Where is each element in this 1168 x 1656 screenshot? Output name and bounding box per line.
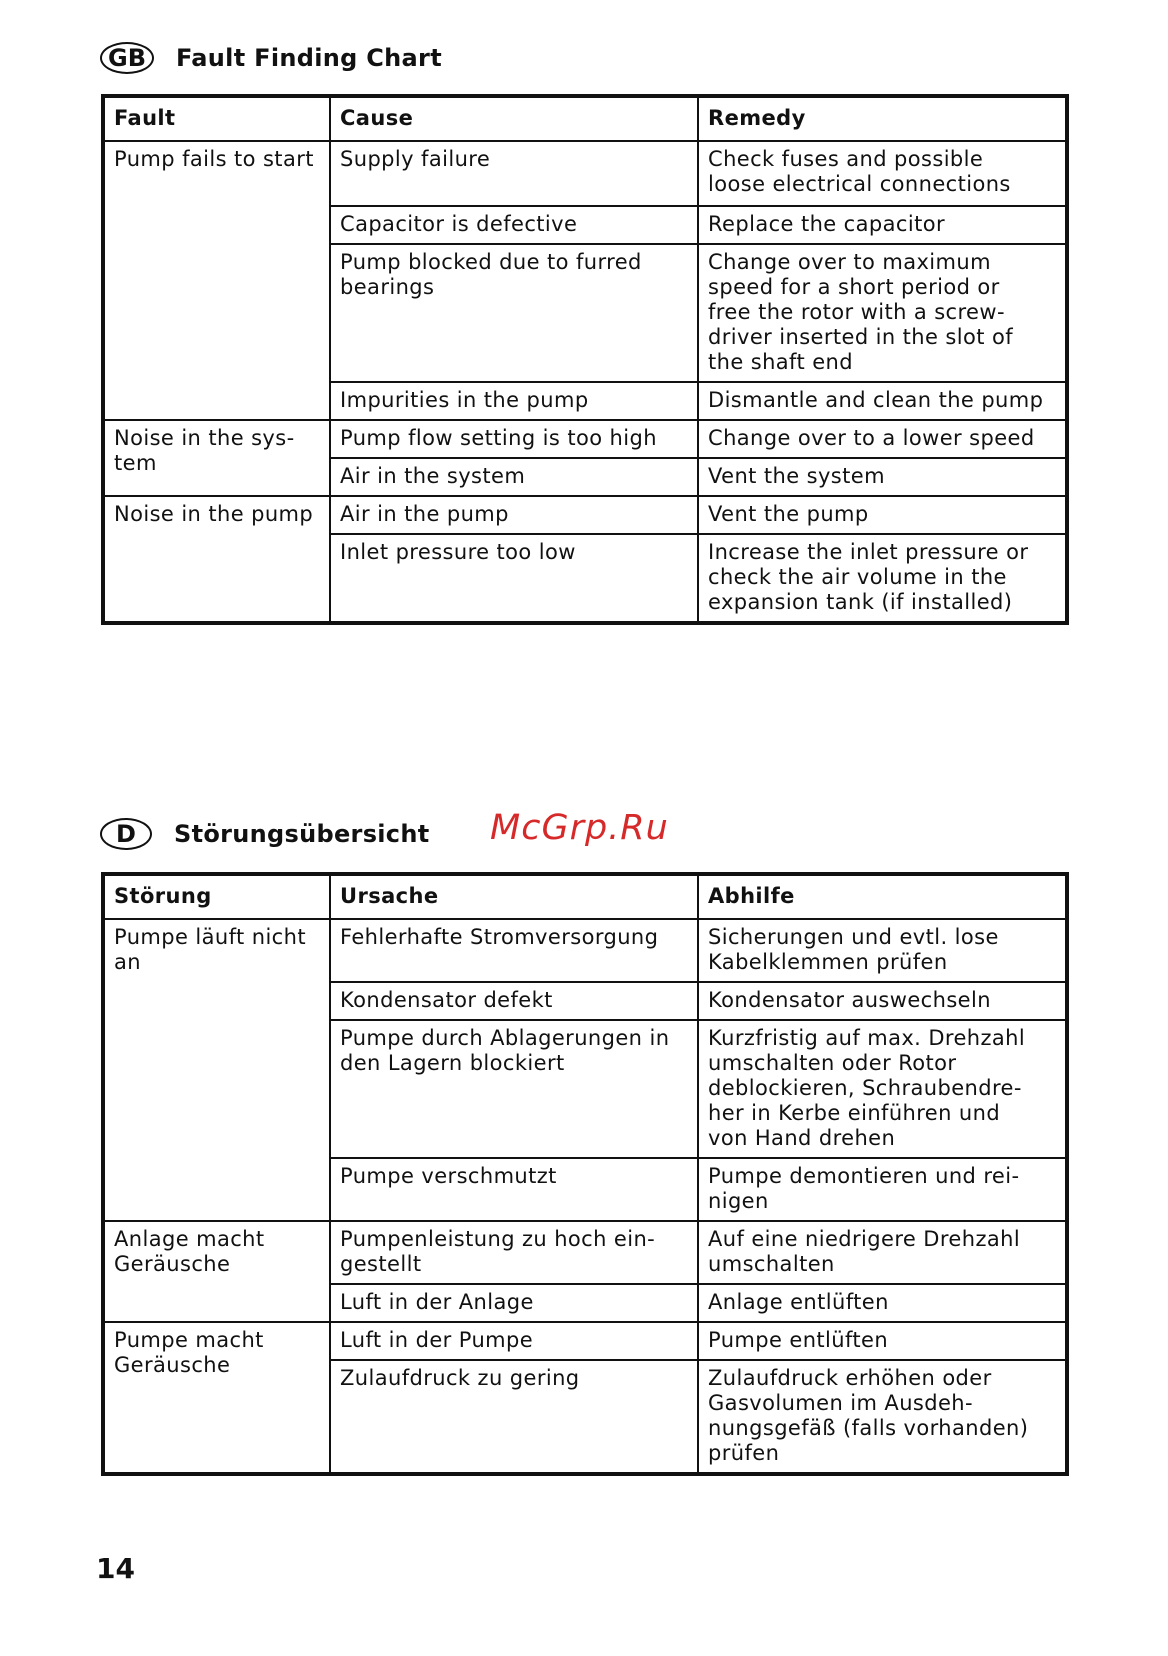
page-number: 14 <box>96 1552 135 1585</box>
cause-cell: Pump flow setting is too high <box>330 420 698 458</box>
d-fault-table <box>101 872 1069 1476</box>
cause-cell: Supply failure <box>330 141 698 206</box>
cause-cell: Kondensator defekt <box>330 982 698 1020</box>
fault-cell: Pumpe macht Geräusche <box>103 1322 330 1474</box>
remedy-cell: Increase the inlet pressure or check the air volume in the expansion tank (if installed) <box>698 534 1067 623</box>
remedy-cell: Sicherungen und evtl. lose Kabelklemmen prüfen <box>698 919 1067 982</box>
cause-cell: Pumpe durch Ablagerungen in den Lagern blockiert <box>330 1020 698 1158</box>
cause-cell: Inlet pressure too low <box>330 534 698 623</box>
remedy-cell: Zulaufdruck erhöhen oder Gasvolumen im Ausdeh- nungsgefäß (falls vorhanden) prüfen <box>698 1360 1067 1474</box>
remedy-cell: Vent the pump <box>698 496 1067 534</box>
cause-cell: Pumpenleistung zu hoch ein- gestellt <box>330 1221 698 1284</box>
watermark-text: McGrp.Ru <box>490 808 669 848</box>
language-badge-gb: GB <box>100 42 154 74</box>
d-chart-title: Störungsübersicht <box>174 820 430 848</box>
fault-cell: Noise in the sys- tem <box>103 420 330 496</box>
language-badge-d: D <box>100 818 152 850</box>
remedy-cell: Change over to a lower speed <box>698 420 1067 458</box>
remedy-cell: Pumpe entlüften <box>698 1322 1067 1360</box>
remedy-cell: Kondensator auswechseln <box>698 982 1067 1020</box>
header-ursache: Ursache <box>330 874 698 919</box>
header-fault: Fault <box>103 96 330 141</box>
cause-cell: Fehlerhafte Stromversorgung <box>330 919 698 982</box>
fault-cell: Pump fails to start <box>103 141 330 420</box>
d-section-heading <box>100 818 430 850</box>
remedy-cell: Kurzfristig auf max. Drehzahl umschalten oder Rotor deblockieren, Schraubendre- her in Kerbe einführen und von Hand drehen <box>698 1020 1067 1158</box>
cause-cell: Luft in der Pumpe <box>330 1322 698 1360</box>
gb-fault-table <box>101 94 1069 625</box>
remedy-cell: Replace the capacitor <box>698 206 1067 244</box>
cause-cell: Air in the pump <box>330 496 698 534</box>
header-stoerung: Störung <box>103 874 330 919</box>
remedy-cell: Auf eine niedrigere Drehzahl umschalten <box>698 1221 1067 1284</box>
table-row <box>103 919 1067 982</box>
header-abhilfe: Abhilfe <box>698 874 1067 919</box>
remedy-cell: Anlage entlüften <box>698 1284 1067 1322</box>
remedy-cell: Dismantle and clean the pump <box>698 382 1067 420</box>
table-header-row <box>103 96 1067 141</box>
cause-cell: Pumpe verschmutzt <box>330 1158 698 1221</box>
gb-chart-title: Fault Finding Chart <box>176 44 442 72</box>
cause-cell: Capacitor is defective <box>330 206 698 244</box>
remedy-cell: Vent the system <box>698 458 1067 496</box>
table-row <box>103 1322 1067 1360</box>
remedy-cell: Pumpe demontieren und rei- nigen <box>698 1158 1067 1221</box>
cause-cell: Luft in der Anlage <box>330 1284 698 1322</box>
table-row <box>103 1221 1067 1284</box>
header-remedy: Remedy <box>698 96 1067 141</box>
fault-cell: Pumpe läuft nicht an <box>103 919 330 1221</box>
cause-cell: Zulaufdruck zu gering <box>330 1360 698 1474</box>
fault-cell: Anlage macht Geräusche <box>103 1221 330 1322</box>
table-row <box>103 420 1067 458</box>
cause-cell: Air in the system <box>330 458 698 496</box>
remedy-cell: Check fuses and possible loose electrical connections <box>698 141 1067 206</box>
gb-section-heading <box>100 42 442 74</box>
remedy-cell: Change over to maximum speed for a short period or free the rotor with a screw- driver inserted in the slot of the shaft end <box>698 244 1067 382</box>
cause-cell: Pump blocked due to furred bearings <box>330 244 698 382</box>
header-cause: Cause <box>330 96 698 141</box>
table-row <box>103 496 1067 534</box>
cause-cell: Impurities in the pump <box>330 382 698 420</box>
table-row <box>103 141 1067 206</box>
table-header-row <box>103 874 1067 919</box>
fault-cell: Noise in the pump <box>103 496 330 623</box>
